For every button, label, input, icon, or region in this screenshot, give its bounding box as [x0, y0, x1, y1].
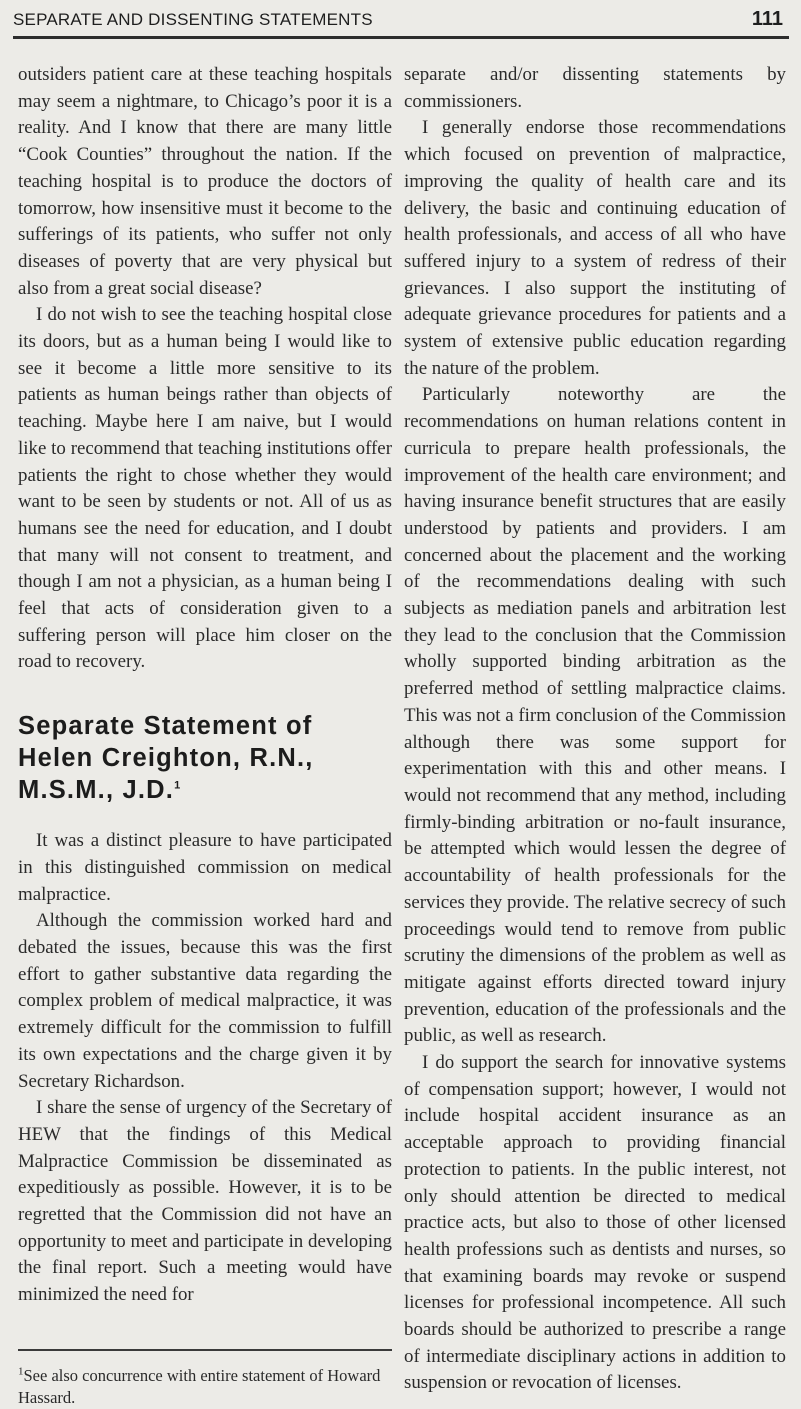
right-column [404, 62, 786, 1397]
right-paragraph-2: I generally endorse those recommendations which focused on prevention of malpractice, improving the quality of health care and its delivery, the basic and continuing education of health professionals, and access of all who have suffered injury to a system of redress of their grievances. I also support the instituting of adequate grievance procedures for patients and a system of extensive public education regarding the nature of the problem. [404, 117, 786, 379]
left-paragraph-4: Although the commission worked hard and debated the issues, because this was the first effort to gather substantive data regarding the complex problem of medical malpractice, it was extremely difficult for the commission to fulfill its own expectations and the charge given it by Secretary Richardson. [18, 910, 392, 1092]
section-heading [18, 710, 392, 806]
right-paragraph-3: Particularly noteworthy are the recommendations on human relations content in curricula to prepare health professionals, the improvement of the health care environment; and having insurance benefit structures that are easily understood by patients and providers. I am concerned about the placement and the working of the recommendations dealing with such subjects as mediation panels and arbitration lest they lead to the conclusion that the Commission wholly supported binding arbitration as the preferred method of settling malpractice claims. This was not a firm conclusion of the Commission although there was some support for experimentation with this and other means. I would not recommend that any method, including firmly-binding arbitration or no-fault insurance, be attempted which would lessen the degree of accountability of health professionals for the services they provide. The relative secrecy of such proceedings would tend to remove from public scrutiny the dimensions of the problem as well as mitigate against efforts directed toward injury prevention, education of the professionals and the public, as well as research. [404, 384, 786, 1047]
left-column [18, 62, 392, 1409]
footnote [18, 1365, 392, 1409]
left-paragraph-3: It was a distinct pleasure to have participated in this distinguished commission on medical malpractice. [18, 830, 392, 905]
right-paragraph-4: I do support the search for innovative systems of compensation support; however, I would not include hospital accident insurance as an acceptable approach to providing financial protection to patients. In the public interest, not only should attention be directed to medical practice acts, but also to those of other licensed health professions such as dentists and nurses, so that examining boards may revoke or suspend licenses for professional incompetence. All such boards should be authorized to prescribe a range of intermediate disciplinary actions in addition to suspension or revocation of licenses. [404, 1052, 786, 1394]
footnote-mark: 1 [18, 1365, 24, 1378]
footnote-divider [18, 1349, 392, 1351]
right-paragraph-1: separate and/or dissenting statements by commissioners. [404, 64, 786, 112]
left-paragraph-5: I share the sense of urgency of the Secretary of HEW that the findings of this Medical Malpractice Commission be disseminated as expeditiously as possible. However, it is to be regretted that the Commission did not have an opportunity to meet and participate in developing the final report. Such a meeting would have minimized the need for [18, 1097, 392, 1306]
running-title: SEPARATE AND DISSENTING STATEMENTS [13, 10, 373, 29]
footnote-text: See also concurrence with entire statement of Howard Hassard. [18, 1365, 381, 1407]
section-heading-line-2: Helen Creighton, R.N., [18, 744, 314, 773]
section-heading-line-1: Separate Statement of [18, 712, 313, 741]
footnote-reference: 1 [174, 779, 182, 792]
page-number: 111 [751, 8, 783, 30]
section-heading-line-3: M.S.M., J.D. [18, 776, 175, 805]
header-rule [13, 36, 789, 39]
left-paragraph-2: I do not wish to see the teaching hospital close its doors, but as a human being I would like to see it become a little more sensitive to its patients as human beings rather than objects of teaching. Maybe here I am naive, but I would like to recommend that teaching institutions offer patients the right to chose whether they would want to be seen by students or not. All of us as humans see the need for education, and I doubt that many will not consent to treatment, and though I am not a physician, as a human being I feel that acts of consideration given to a suffering person will place him closer on the road to recovery. [18, 304, 392, 673]
left-paragraph-1: outsiders patient care at these teaching hospitals may seem a nightmare, to Chicago’s poor it is a reality. And I know that there are many little “Cook Counties” throughout the nation. If the teaching hospital is to produce the doctors of tomorrow, how insensitive must it become to the sufferings of its patients, who suffer not only diseases of poverty that are very physical but also from a great social disease? [18, 64, 392, 299]
page-header [13, 6, 789, 46]
